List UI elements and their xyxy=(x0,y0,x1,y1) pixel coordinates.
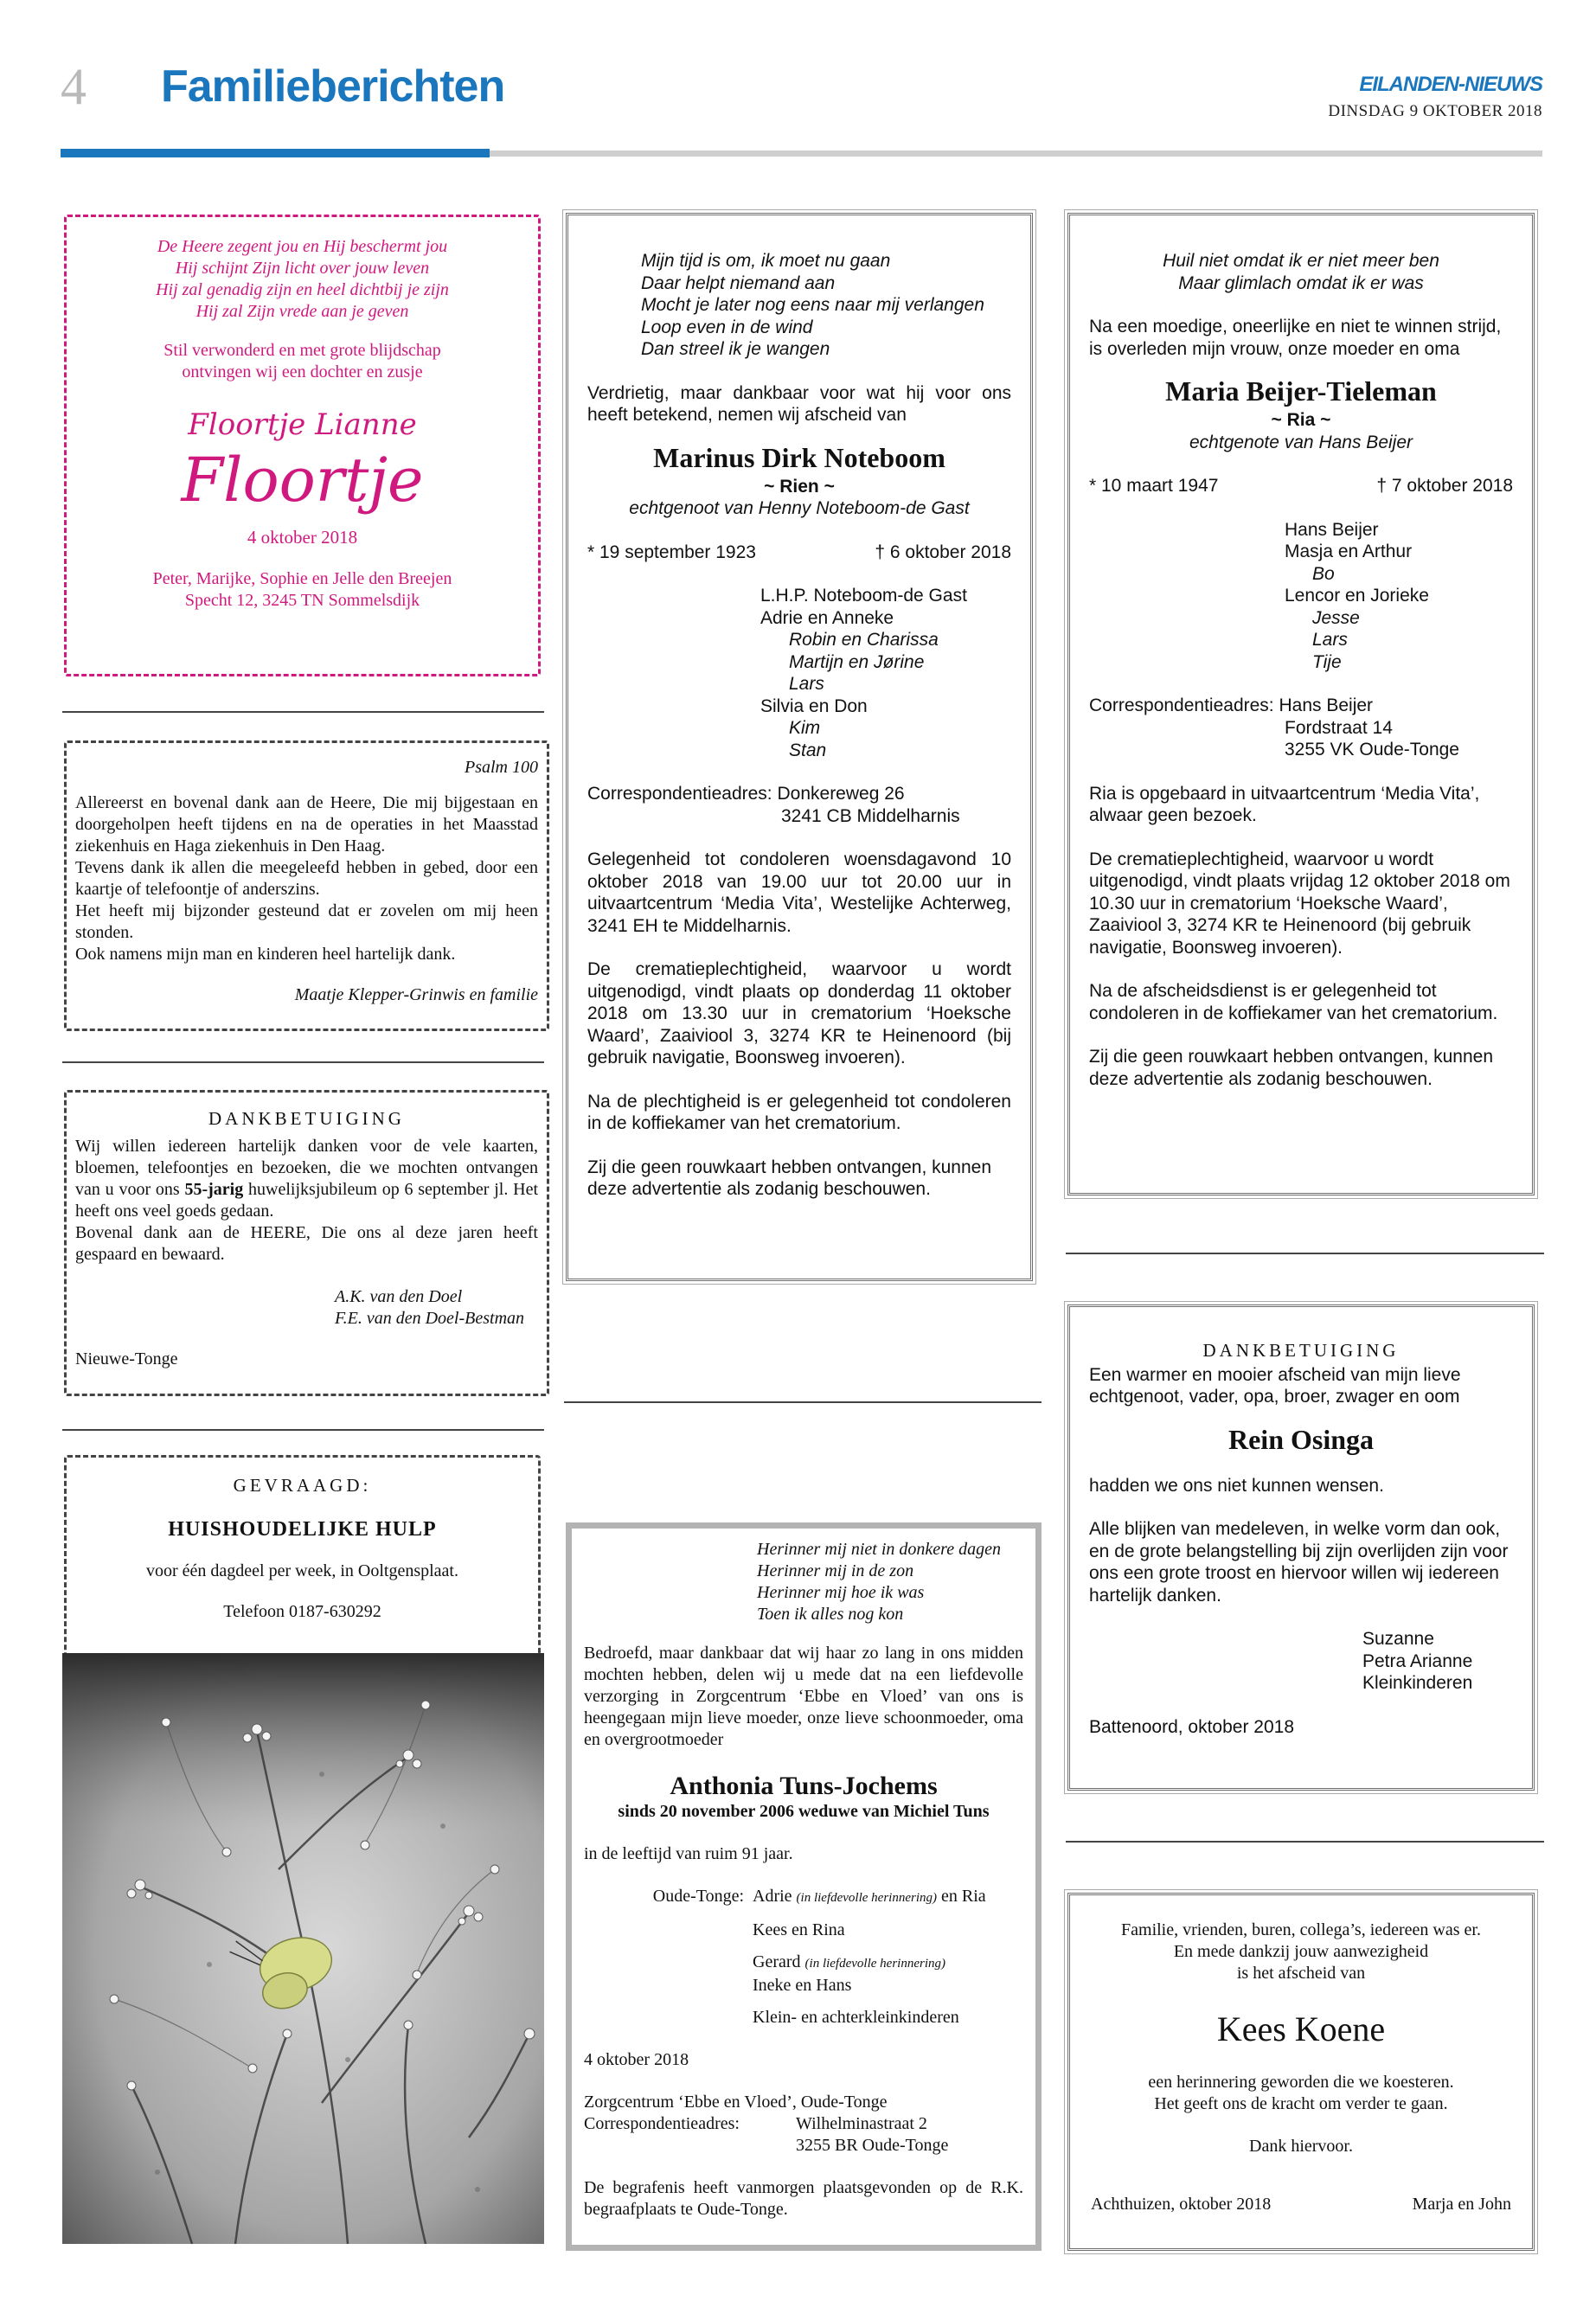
thanks-psalm-text: Allereerst en bovenal dank aan de Heere, Die mij bijgestaan en doorgeholpen heeft tijdens en na de operaties in het Maasstad ziekenhuis en Haga ziekenhuis in Den Haag. Tevens dank ik allen die meegeleefd hebben in gebed, door een kaartje of telefoontje of anderszins. Het heeft mij bijzonder gesteund dat er zovelen om mij heen stonden. Ook namens mijn man en kinderen heel hartelijk dank. xyxy=(75,793,538,964)
birth-full-name: Floortje Lianne xyxy=(188,407,417,442)
osinga-after: hadden we ons niet kunnen wensen. xyxy=(1089,1475,1384,1496)
birth-call-name: Floortje xyxy=(181,445,424,516)
obituary-noteboom xyxy=(566,213,1033,1281)
tuns-correspondence: Correspondentieadres: Wilhelminastraat 2 3255 BR Oude-Tonge xyxy=(584,2114,949,2155)
tuns-family: Oude-Tonge: Adrie (in liefdevolle herinnering) en Ria Kees en Rina Gerard (in liefdevolle herinnering) Ineke en Hans Klein- en achterkleinkinderen xyxy=(652,1887,986,2027)
beijer-family: Hans Beijer Masja en Arthur Bo Lencor en Jorieke Jesse Lars Tije xyxy=(1285,519,1429,672)
koene-thanks: Dank hiervoor. xyxy=(1249,2137,1353,2156)
noteboom-verse: Mijn tijd is om, ik moet nu gaan Daar helpt niemand aan Mocht je later nog eens naar mij verlangen Loop even in de wind Dan streel ik je wangen xyxy=(641,251,984,359)
divider xyxy=(62,711,544,713)
noteboom-no-card: Zij die geen rouwkaart hebben ontvangen, kunnen deze advertentie als zodanig beschouwen. xyxy=(587,1157,992,1199)
divider xyxy=(62,1061,544,1063)
osinga-signatures: Suzanne Petra Arianne Kleinkinderen xyxy=(1362,1629,1473,1693)
beijer-after: Na de afscheidsdienst is er gelegenheid tot condoleren in de koffiekamer van het crematorium. xyxy=(1089,981,1498,1023)
noteboom-correspondence: Correspondentieadres: Donkereweg 26 3241 CB Middelharnis xyxy=(587,784,960,826)
noteboom-spouse: echtgenoot van Henny Noteboom-de Gast xyxy=(629,498,970,518)
birth-intro: Stil verwonderd en met grote blijdschap ontvingen wij een dochter en zusje xyxy=(163,341,441,381)
beijer-no-card: Zij die geen rouwkaart hebben ontvangen, kunnen deze advertentie als zodanig beschouwen. xyxy=(1089,1047,1494,1089)
beijer-correspondence: Correspondentieadres: Hans Beijer Fordstraat 14 3255 VK Oude-Tonge xyxy=(1089,695,1459,760)
beijer-dates: * 10 maart 1947 † 7 oktober 2018 xyxy=(1089,476,1513,496)
osinga-text: Alle blijken van medeleven, in welke vorm dan ook, en de grote belangstelling bij zijn overlijden zijn voor ons een grote troost en hiervoor willen wij iedereen hartelijk danken. xyxy=(1089,1519,1509,1606)
divider xyxy=(1066,1841,1544,1843)
wanted-phone: Telefoon 0187-630292 xyxy=(223,1601,381,1621)
thanks-psalm-ad xyxy=(64,740,549,1031)
thanks-psalm-signature: Maatje Klepper-Grinwis en familie xyxy=(294,985,538,1004)
tuns-verse: Herinner mij niet in donkere dagen Herinner mij in de zon Herinner mij hoe ik was Toen ik alles nog kon xyxy=(757,1540,1001,1624)
beijer-cremation: De crematieplechtigheid, waarvoor u wordt uitgenodigd, vindt plaats vrijdag 12 oktober 2018 om 10.30 uur in crematorium ‘Hoeksche Waard’, Zaaiviool 3, 3274 KR te Heinenoord (bij gebruik navigatie, Boonsweg invoeren). xyxy=(1089,849,1510,958)
osinga-title: DANKBETUIGING xyxy=(1202,1340,1400,1361)
jubilee-place: Nieuwe-Tonge xyxy=(75,1349,178,1368)
butterfly-photo xyxy=(62,1653,544,2244)
noteboom-name: Marinus Dirk Noteboom xyxy=(653,441,945,473)
wanted-text: voor één dagdeel per week, in Ooltgensplaat. xyxy=(146,1561,458,1580)
thanks-koene xyxy=(1067,1893,1535,2251)
tuns-date: 4 oktober 2018 xyxy=(584,2050,689,2069)
osinga-intro: Een warmer en mooier afscheid van mijn lieve echtgenoot, vader, opa, broer, zwager en oom xyxy=(1089,1364,1461,1407)
jubilee-signatures: A.K. van den Doel F.E. van den Doel-Bestman xyxy=(335,1286,525,1328)
beijer-spouse: echtgenote van Hans Beijer xyxy=(1189,432,1413,452)
psalm-reference: Psalm 100 xyxy=(465,758,538,777)
divider xyxy=(1066,1253,1544,1254)
osinga-place: Battenoord, oktober 2018 xyxy=(1089,1716,1295,1737)
noteboom-nickname: ~ Rien ~ xyxy=(764,476,835,497)
noteboom-cremation: De crematieplechtigheid, waarvoor u wordt uitgenodigd, vindt plaats op donderdag 11 oktober 2018 om 13.30 uur in crematorium ‘Hoeksche Waard’, Zaaiviool 3, 3274 KR te Heinenoord (bij gebruik navigatie, Boonsweg invoeren). xyxy=(587,959,1011,1067)
paper-name: EILANDEN-NIEUWS xyxy=(1359,73,1542,96)
wanted-ad xyxy=(64,1455,541,1659)
noteboom-family: L.H.P. Noteboom-de Gast Adrie en Anneke Robin en Charissa Martijn en Jørine Lars Silvia en Don Kim Stan xyxy=(760,586,967,760)
birth-parents: Peter, Marijke, Sophie en Jelle den Breejen xyxy=(152,568,452,588)
divider xyxy=(564,1401,1042,1403)
obituary-tuns xyxy=(566,1522,1042,2251)
header-rule-accent xyxy=(61,149,490,157)
thanks-osinga xyxy=(1067,1304,1535,1791)
noteboom-condolence: Gelegenheid tot condoleren woensdagavond 10 oktober 2018 van 19.00 uur tot 20.00 uur in uitvaartcentrum ‘Media Vita’, Westelijke Achterweg, 3241 EH te Middelharnis. xyxy=(587,849,1011,936)
section-title: Familieberichten xyxy=(161,61,505,112)
koene-intro: Familie, vrienden, buren, collega’s, iedereen was er. En mede dankzij jouw aanwezigheid is het afscheid van xyxy=(1121,1920,1481,1983)
tuns-intro: Bedroefd, maar dankbaar dat wij haar zo lang in ons midden mochten hebben, delen wij u mede dat na een liefdevolle verzorging in Zorgcentrum ‘Ebbe en Vloed’ van ons is heengegaan mijn lieve moeder, onze lieve schoonmoeder, oma en overgrootmoeder xyxy=(584,1644,1023,1749)
jubilee-title: DANKBETUIGING xyxy=(208,1108,405,1129)
beijer-verse: Huil niet omdat ik er niet meer ben Maar glimlach omdat ik er was xyxy=(1163,251,1439,293)
osinga-name: Rein Osinga xyxy=(1227,1423,1375,1455)
page-number: 4 xyxy=(61,58,87,115)
birth-date: 4 oktober 2018 xyxy=(247,527,358,548)
noteboom-intro: Verdrietig, maar dankbaar voor wat hij voor ons heeft betekend, nemen wij afscheid van xyxy=(587,382,1011,425)
koene-name: Kees Koene xyxy=(1216,2009,1386,2048)
birth-announcement xyxy=(64,215,541,676)
tuns-name: Anthonia Tuns-Jochems xyxy=(670,1772,938,1800)
koene-text: een herinnering geworden die we koesteren. Het geeft ons de kracht om verder te gaan. xyxy=(1148,2073,1454,2113)
noteboom-dates: * 19 september 1923 † 6 oktober 2018 xyxy=(587,542,1011,562)
beijer-laid: Ria is opgebaard in uitvaartcentrum ‘Media Vita’, alwaar geen bezoek. xyxy=(1089,783,1480,825)
wanted-title: GEVRAAGD: xyxy=(233,1475,372,1496)
tuns-funeral: De begrafenis heeft vanmorgen plaatsgevonden op de R.K. begraafplaats te Oude-Tonge. xyxy=(584,2178,1023,2219)
obituary-beijer xyxy=(1067,213,1535,1195)
noteboom-after: Na de plechtigheid is er gelegenheid tot condoleren in de koffiekamer van het crematorium. xyxy=(587,1091,1011,1133)
thanks-jubilee-ad xyxy=(64,1090,549,1396)
birth-address: Specht 12, 3245 TN Sommelsdijk xyxy=(184,590,420,610)
beijer-nickname: ~ Ria ~ xyxy=(1271,410,1331,430)
wanted-subtitle: HUISHOUDELIJKE HULP xyxy=(168,1517,437,1541)
tuns-age: in de leeftijd van ruim 91 jaar. xyxy=(584,1844,793,1863)
beijer-intro: Na een moedige, oneerlijke en niet te winnen strijd, is overleden mijn vrouw, onze moeder en oma xyxy=(1089,317,1502,359)
header-rule xyxy=(490,151,1542,157)
tuns-since: sinds 20 november 2006 weduwe van Michiel Tuns xyxy=(618,1802,990,1821)
jubilee-text: Wij willen iedereen hartelijk danken voor de vele kaarten, bloemen, telefoontjes en bezoeken, die we mochten ontvangen van u voor ons 55-jarig huwelijksjubileum op 6 september jl. Het heeft ons veel goeds gedaan. Bovenal dank aan de HEERE, Die ons al deze jaren heeft gespaard en bewaard. xyxy=(75,1136,539,1264)
tuns-zorg: Zorgcentrum ‘Ebbe en Vloed’, Oude-Tonge xyxy=(584,2093,888,2112)
koene-footer: Achthuizen, oktober 2018 Marja en John xyxy=(1091,2195,1511,2214)
divider xyxy=(62,1429,544,1431)
birth-verse: De Heere zegent jou en Hij beschermt jou Hij schijnt Zijn licht over jouw leven Hij zal genadig zijn en heel dichtbij je zijn Hij zal Zijn vrede aan je geven xyxy=(156,237,449,321)
issue-date: DINSDAG 9 OKTOBER 2018 xyxy=(1328,102,1542,120)
beijer-name: Maria Beijer-Tieleman xyxy=(1165,375,1437,407)
